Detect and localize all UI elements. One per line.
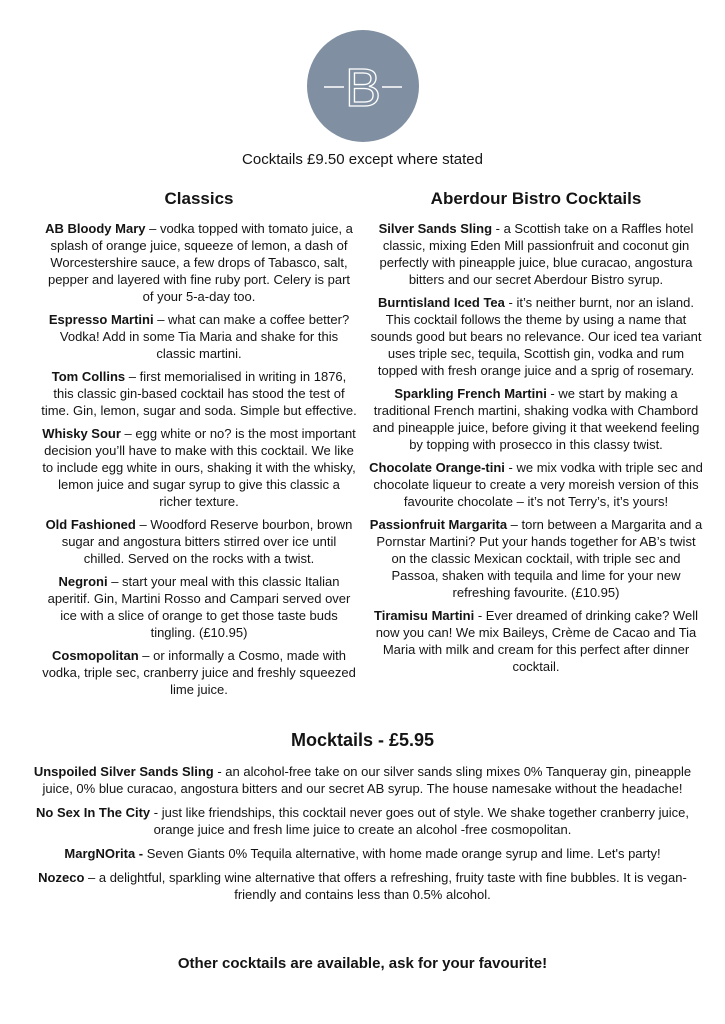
bistro-cocktails-items <box>369 220 703 675</box>
cocktail-description: - we start by making a traditional French martini, shaking vodka with Chambord and pineapple juice, before giving it that weekend feeling by topping with prosecco in this classy twist. <box>372 386 700 452</box>
mocktails-items <box>33 763 692 903</box>
price-note: Cocktails £9.50 except where stated <box>242 151 483 168</box>
menu-item <box>41 516 357 567</box>
cocktail-name: Tom Collins <box>51 369 126 384</box>
cocktail-description: – torn between a Margarita and a Pornstar Martini? Put your hands together for AB’s twist on the classic Mexican cocktail, with triple sec and Passoa, shaken with tequila and lime for your new refreshing favourite. (£10.95) <box>376 517 703 600</box>
menu-item <box>41 311 357 362</box>
cocktail-description: - we mix vodka with triple sec and chocolate liqueur to create a very moreish version of this favourite chocolate – it’s not Terry’s, it’s yours! <box>373 460 703 509</box>
cocktail-name: Chocolate Orange-tini <box>369 460 505 475</box>
menu-item <box>41 220 357 305</box>
menu-item <box>33 845 692 862</box>
mocktail-name: No Sex In The City <box>36 805 151 820</box>
mocktail-description: Seven Giants 0% Tequila alternative, with home made orange syrup and lime. Let's party! <box>143 846 661 861</box>
cocktail-description: – first memorialised in writing in 1876, this classic gin-based cocktail has stood the test of time. Gin, lemon, sugar and soda. Simple but effective. <box>41 369 357 418</box>
mocktail-name: MargNOrita - <box>64 846 144 861</box>
menu-item <box>369 459 703 510</box>
classics-heading: Classics <box>164 189 234 208</box>
mocktail-name: Unspoiled Silver Sands Sling <box>33 764 214 779</box>
cocktail-name: Tiramisu Martini <box>374 608 475 623</box>
mocktails-section <box>0 730 725 903</box>
menu-item <box>33 869 692 903</box>
cocktail-name: Passionfruit Margarita <box>369 517 508 532</box>
cocktail-description: - a Scottish take on a Raffles hotel classic, mixing Eden Mill passionfruit and coconut gin perfectly with pineapple juice, blue curacao, angostura bitters and our secret Aberdour Bistro syrup. <box>379 221 694 287</box>
cocktail-description: – vodka topped with tomato juice, a splash of orange juice, squeeze of lemon, a dash of Worcestershire sauce, a few drops of Tabasco, salt, pepper and layered with fine ruby port. Celery is part of your 5-a-day too. <box>47 221 353 304</box>
cocktail-description: – what can make a coffee better? Vodka! Add in some Tia Maria and shake for this classic martini. <box>59 312 350 361</box>
bistro-cocktails-heading: Aberdour Bistro Cocktails <box>430 189 642 208</box>
menu-item <box>369 516 703 601</box>
menu-item <box>369 220 703 288</box>
cocktail-name: Silver Sands Sling <box>378 221 493 236</box>
footer-note: Other cocktails are available, ask for your favourite! <box>177 955 548 972</box>
cocktail-name: Sparkling French Martini <box>394 386 547 401</box>
logo-letter: B <box>344 58 381 118</box>
cocktail-description: – or informally a Cosmo, made with vodka, triple sec, cranberry juice and freshly squeezed lime juice. <box>42 648 356 697</box>
menu-item <box>369 607 703 675</box>
menu-item <box>41 647 357 698</box>
classics-section <box>41 189 357 704</box>
cocktail-description: – Woodford Reserve bourbon, brown sugar and angostura bitters stirred over ice until chilled. Served on the rocks with a twist. <box>61 517 353 566</box>
cocktail-description: - Ever dreamed of drinking cake? Well now you can! We mix Baileys, Crème de Cacao and Tia Maria with milk and cream for this perfect after dinner cocktail. <box>375 608 698 674</box>
cocktail-name: Negroni <box>58 574 108 589</box>
mocktails-heading: Mocktails - £5.95 <box>290 730 435 750</box>
bistro-cocktails-section <box>369 189 703 704</box>
mocktail-description: - an alcohol-free take on our silver sands sling mixes 0% Tanqueray gin, pineapple juice, 0% blue curacao, angostura bitters and our secret AB syrup. The house namesake without the headache! <box>42 764 692 796</box>
logo <box>0 0 725 142</box>
menu-item <box>369 385 703 453</box>
cocktail-name: Old Fashioned <box>45 517 136 532</box>
cocktail-name: AB Bloody Mary <box>45 221 146 236</box>
classics-items <box>41 220 357 698</box>
cocktail-description: – start your meal with this classic Italian aperitif. Gin, Martini Rosso and Campari served over ice with a slice of orange to get those taste buds tingling. (£10.95) <box>47 574 351 640</box>
cocktail-description: – egg white or no? is the most important decision you’ll have to make with this cocktail. We like to include egg white in ours, shaking it with the whisky, lemon juice and sugar syrup to give this classic a richer texture. <box>42 426 356 509</box>
menu-item <box>33 763 692 797</box>
cocktail-name: Whisky Sour <box>42 426 121 441</box>
cocktail-columns <box>0 189 725 704</box>
menu-item <box>41 573 357 641</box>
cocktail-name: Espresso Martini <box>48 312 154 327</box>
mocktail-name: Nozeco <box>38 870 85 885</box>
menu-item <box>369 294 703 379</box>
cocktail-name: Burntisland Iced Tea <box>378 295 505 310</box>
mocktail-description: – a delightful, sparkling wine alternative that offers a refreshing, fruity taste with fine bubbles. It is vegan-friendly and contains less than 0.5% alcohol. <box>84 870 687 902</box>
mocktail-description: - just like friendships, this cocktail never goes out of style. We shake together cranberry juice, orange juice and fresh lime juice to create an alcohol -free cosmopolitan. <box>150 805 689 837</box>
logo-circle-icon <box>307 30 419 142</box>
menu-item <box>41 368 357 419</box>
cocktail-description: - it’s neither burnt, nor an island. This cocktail follows the theme by using a name that sounds good but bears no relevance. Our iced tea variant uses triple sec, tequila, Scottish gin, vodka and rum topped with fresh orange juice and a sprig of rosemary. <box>370 295 702 378</box>
cocktail-name: Cosmopolitan <box>51 648 139 663</box>
menu-item <box>41 425 357 510</box>
menu-item <box>33 804 692 838</box>
